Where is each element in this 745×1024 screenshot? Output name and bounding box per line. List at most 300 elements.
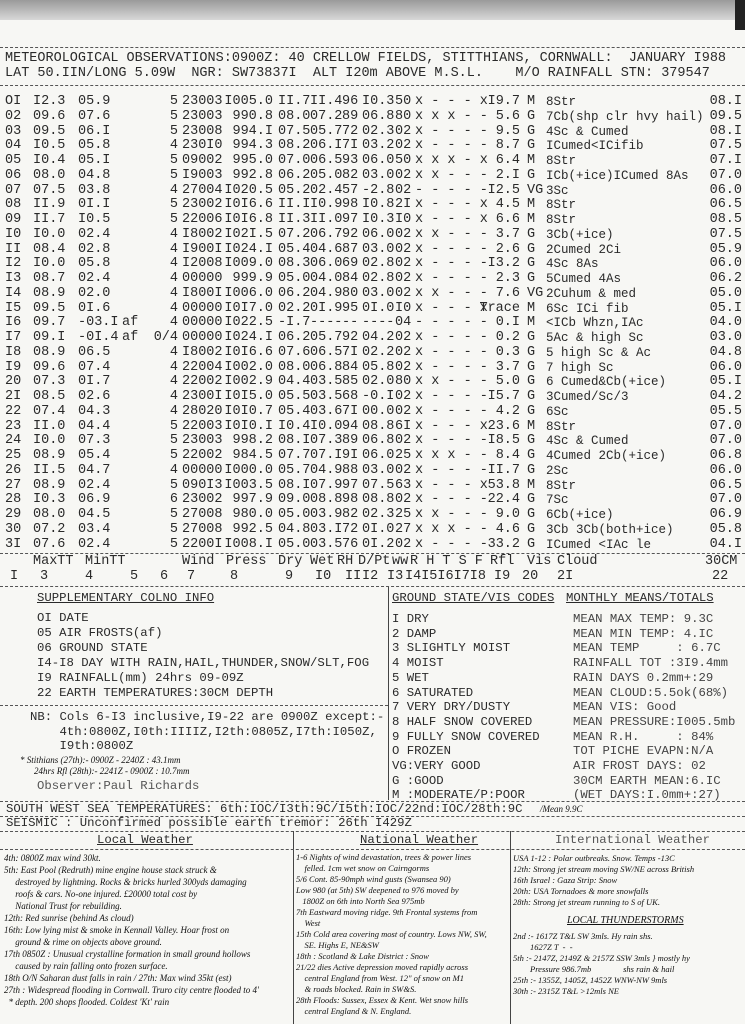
cell-min-temp: 02.6 [78, 389, 111, 404]
cell-cloud: 7Cb(shp clr hvy hail) [546, 109, 704, 124]
cell-max-temp: 07.4 [33, 403, 66, 419]
cell-wet-bulb: 05.7 [310, 123, 343, 139]
cell-wind: 27004 [182, 182, 223, 198]
thunderstorm-line: 30th :- 2315Z T&L >12mls NE [513, 986, 619, 996]
cell-min-temp: 0I.7 [78, 374, 111, 390]
cell-wind: 2200I [182, 536, 223, 552]
cell-dry-bulb: I0.4 [278, 418, 311, 434]
cell-rain-hail-thunder-snow-fog: x - - - - [415, 536, 488, 552]
cell-min-temp: 0I.I [78, 197, 111, 213]
divider [0, 586, 745, 587]
cell-rain-hail-thunder-snow-fog: x - - - - [415, 241, 488, 257]
column-number: 5 [130, 569, 139, 584]
cell-ground-state: 4 [169, 182, 178, 198]
cell-max-temp: II.0 [33, 418, 66, 434]
cell-visibility: G [527, 330, 536, 345]
cell-cloud: 8Str [546, 198, 577, 213]
cell-visibility: G [527, 226, 536, 242]
cell-wet-bulb: 05.0 [310, 167, 343, 183]
cell-rain-hail-thunder-snow-fog: x x - - - [415, 167, 488, 183]
table-row [0, 169, 745, 183]
cell-cloud: 8Str [546, 154, 577, 168]
cell-min-temp: -03.I [78, 315, 119, 331]
cell-earth-temp: 08.5 [709, 212, 742, 227]
cell-cloud: 3Cb 3Cb(both+ice) [546, 522, 674, 537]
cell-rh: 9I [342, 448, 359, 463]
table-row [0, 302, 745, 316]
cell-dew-point: 06.8 [362, 433, 395, 449]
column-number: 20 [522, 569, 539, 584]
means-title: MONTHLY MEANS/TOTALS [566, 591, 714, 605]
column-number: II [345, 569, 362, 584]
cell-ground-state: 5 [169, 167, 178, 183]
cell-wind: 00000 [182, 300, 223, 316]
cell-dew-point: 02.2 [362, 344, 395, 360]
cell-max-temp: II.9 [33, 197, 66, 213]
cell-wind: 2300I [182, 389, 223, 404]
cell-day: 28 [5, 492, 22, 508]
local-weather-line: * depth. 200 shops flooded. Coldest 'Kt' rain [4, 997, 170, 1007]
cell-dew-point: 03.0 [362, 462, 395, 478]
cell-visibility: G [527, 344, 536, 360]
supplementary-item: I4-I8 DAY WITH RAIN,HAIL,THUNDER,SNOW/SLT,FOG [37, 656, 370, 670]
cell-dew-point: 06.8 [362, 108, 395, 124]
cell-ww-code: I0 [395, 300, 412, 316]
table-row [0, 287, 745, 301]
cell-wet-bulb: 03.5 [310, 536, 343, 552]
cell-rh: 82 [342, 167, 359, 183]
column-label: Vis [527, 554, 552, 569]
table-row [0, 390, 745, 404]
table-row [0, 110, 745, 124]
cell-pressure: I005.0 [224, 94, 273, 109]
cell-min-temp: -0I.4 [78, 330, 119, 345]
cell-dew-point: 02.8 [362, 256, 395, 272]
column-label: Wet [310, 554, 335, 569]
national-weather-notes [296, 852, 507, 1017]
cell-max-temp: I0.3 [33, 492, 66, 508]
cell-earth-temp: 06.0 [709, 182, 742, 198]
cell-dry-bulb: 06.2 [278, 285, 311, 301]
cell-ww-code: 6I [395, 418, 412, 434]
supplementary-title: SUPPLEMENTARY COLNO INFO [37, 591, 215, 605]
cell-cloud: <ICb Whzn,IAc [546, 316, 644, 331]
code-item: 8 HALF SNOW COVERED [392, 714, 533, 729]
cell-wet-bulb: 04.6 [310, 241, 343, 257]
cell-pressure: I024.I [224, 241, 273, 257]
cell-max-temp: 09.I [33, 330, 66, 345]
cell-rain-hail-thunder-snow-fog: x - - - - [415, 433, 488, 449]
divider [0, 831, 745, 832]
column-number: 3 [40, 569, 49, 584]
cell-pressure: 994.3 [232, 138, 273, 154]
cell-max-temp: 07.2 [33, 521, 66, 537]
cell-rain-hail-thunder-snow-fog: x x x - - [415, 108, 488, 124]
international-weather-line: USA 1-12 : Polar outbreaks. Snow. Temps -13C [513, 853, 675, 863]
cell-rainfall: 23.6 [487, 418, 520, 434]
cell-ground-state: 5 [169, 108, 178, 124]
cell-max-temp: I0.0 [33, 433, 66, 449]
cell-ww-code: 02 [395, 359, 412, 375]
cell-ww-code: 02 [395, 256, 412, 272]
means-item: MEAN R.H. : 84% [573, 729, 714, 744]
local-weather-line: 16th: Low lying mist & smoke in Kennall Valley. Hoar frost on [4, 925, 230, 935]
cell-pressure: 994.I [232, 123, 273, 139]
code-item: 7 VERY DRY/DUSTY [392, 700, 511, 715]
cell-max-temp: 09.6 [33, 108, 66, 124]
cell-dry-bulb: 05.0 [278, 536, 311, 552]
cell-cloud: 6 Cumed&Cb(+ice) [546, 375, 667, 390]
cell-earth-temp: 04.2 [709, 389, 742, 404]
cell-rh: 97 [342, 212, 359, 227]
cell-earth-temp: 06.0 [709, 256, 742, 272]
international-weather-line: 28th: Strong jet stream running to S of UK. [513, 897, 660, 907]
cell-dew-point: 05.8 [362, 359, 395, 375]
cell-min-temp: 06.9 [78, 492, 111, 508]
header-title: METEOROLOGICAL OBSERVATIONS:0900Z: 40 CRELLOW FIELDS, STITTHIANS, CORNWALL: JANUARY I988 [5, 51, 727, 66]
table-row [0, 420, 745, 434]
cell-wet-bulb: 02.4 [310, 182, 343, 198]
national-weather-line: 1-6 Nights of wind devastation, trees & power lines [296, 852, 472, 862]
cell-ground-state: 4 [169, 241, 178, 257]
cell-visibility: M [527, 315, 536, 331]
cell-earth-temp: 07.0 [709, 492, 742, 508]
cell-dry-bulb: 08.0 [278, 359, 311, 375]
cell-day: I0 [5, 226, 22, 242]
cell-dry-bulb: 04.4 [278, 374, 311, 390]
cell-dew-point: 02.0 [362, 374, 395, 390]
cell-ww-code: 80 [395, 374, 412, 390]
table-row [0, 198, 745, 212]
cell-visibility: M [527, 94, 536, 109]
cell-max-temp: I2.3 [33, 94, 66, 109]
cell-rh: 93 [342, 153, 359, 168]
column-number: I9 [494, 569, 511, 584]
national-weather-line: & roads blocked. Rain in SW&S. [296, 984, 417, 994]
cell-wet-bulb: 04.0 [310, 271, 343, 286]
cell-rh: 57 [342, 182, 359, 198]
local-weather-line: ground & rime on objects above ground. [4, 937, 162, 947]
cell-earth-temp: 06.9 [709, 507, 742, 522]
column-label: MinTT [85, 554, 126, 569]
thunderstorm-line: 1627Z T - - [513, 942, 573, 952]
means-item: MEAN PRESSURE:I005.5mb [573, 714, 736, 729]
cell-earth-temp: 05.9 [709, 241, 742, 257]
cell-cloud: 5 high Sc & Ac [546, 345, 652, 360]
cell-ground-state: 5 [169, 212, 178, 227]
cell-cloud: ICumed<ICifib [546, 139, 644, 154]
cell-ground-state: 5 [169, 448, 178, 463]
cell-wet-bulb: 04.9 [310, 285, 343, 301]
means-item: RAIN DAYS 0.2mm+:29 [573, 670, 714, 685]
cell-rainfall: I5.7 [487, 389, 520, 404]
thunderstorms-title: LOCAL THUNDERSTORMS [567, 915, 684, 926]
international-weather-line: 16th Israel : Gaza Strip: Snow [513, 875, 618, 885]
cell-max-temp: 09.5 [33, 123, 66, 139]
cell-dry-bulb: 02.2 [278, 300, 311, 316]
local-weather-line: destroyed by lightning. Rocks & bricks hurled 300yds damaging [4, 877, 247, 887]
cell-rainfall: 3.7 [495, 226, 520, 242]
cell-wet-bulb: 07.3 [310, 433, 343, 449]
column-number: I2 [362, 569, 379, 584]
cell-rainfall: 7.6 [495, 285, 520, 301]
means-item: MEAN MAX TEMP: 9.3C [573, 612, 714, 626]
nb-line: NB: Cols 6-I3 inclusive,I9-22 are 0900Z except:- [30, 710, 385, 724]
cell-cloud: 3Cb(+ice) [546, 227, 614, 242]
code-item: 6 SATURATED [392, 685, 474, 700]
cell-visibility: G [527, 521, 536, 537]
code-item: O FROZEN [392, 744, 452, 759]
cell-ww-code: 02 [395, 344, 412, 360]
cell-earth-temp: 07.0 [709, 433, 742, 449]
cell-day: I3 [5, 271, 22, 286]
local-weather-line: 27th : Widespread flooding in Cornwall. Truro city centre flooded to 4' [4, 985, 259, 995]
cell-earth-temp: 05.5 [709, 403, 742, 419]
cell-ww-code: 02 [395, 462, 412, 478]
cell-dew-point: 00.0 [362, 403, 395, 419]
column-number: I4I5I6I7I8 [405, 569, 487, 584]
table-row [0, 493, 745, 507]
cell-ww-code: 02 [395, 536, 412, 552]
cell-rain-hail-thunder-snow-fog: x - - - - [415, 138, 488, 154]
cell-wet-bulb: 06.7 [310, 226, 343, 242]
cell-wind: 090I3 [182, 477, 223, 493]
cell-rain-hail-thunder-snow-fog: x x x - - [415, 448, 488, 463]
observer: Observer:Paul Richards [37, 779, 200, 793]
cell-ground-state: 5 [169, 197, 178, 213]
cell-rainfall: 9.0 [495, 507, 520, 522]
column-label: Wind [182, 554, 215, 569]
cell-pressure: I024.I [224, 330, 273, 345]
cell-rainfall: 4.5 [495, 197, 520, 213]
cell-pressure: I0I7.0 [224, 300, 273, 316]
cell-visibility: M [527, 477, 536, 493]
cell-visibility: G [527, 403, 536, 419]
cell-earth-temp: 09.5 [709, 108, 742, 124]
cell-rain-hail-thunder-snow-fog: x - - - x [415, 94, 488, 109]
cell-rh: 87 [342, 241, 359, 257]
cell-wind: 09002 [182, 153, 223, 168]
cell-ground-state: 5 [169, 433, 178, 449]
column-number: 7 [187, 569, 196, 584]
cell-cloud: 6Sc [546, 404, 569, 419]
cell-min-temp: 04.7 [78, 462, 111, 478]
cell-min-temp: 05.9 [78, 94, 111, 109]
national-weather-line: 15th Cold area covering most of country. Lows NW, SW, [296, 929, 487, 939]
divider [0, 849, 745, 850]
code-item: 2 DAMP [392, 626, 437, 641]
cell-ww-code: 02 [395, 271, 412, 286]
cell-rain-hail-thunder-snow-fog: - - - - - [415, 182, 488, 198]
cell-dew-point: I0.8 [362, 197, 395, 213]
cell-day: 05 [5, 153, 22, 168]
cell-dew-point: 04.2 [362, 330, 395, 345]
column-label: Cloud [557, 554, 598, 569]
national-weather-line: 1800Z on 6th into North Sea 975mb [296, 896, 425, 906]
cell-earth-temp: 04.0 [709, 315, 742, 331]
cell-pressure: I008.I [224, 536, 273, 552]
cell-dew-point: 02.3 [362, 507, 395, 522]
local-weather-line: 18th O/N Saharan dust falls in rain / 27th: Max wind 35kt (est) [4, 973, 232, 983]
cell-earth-temp: 07.0 [709, 167, 742, 183]
cell-wind: 00000 [182, 315, 223, 331]
cell-day: 04 [5, 138, 22, 154]
cell-rainfall: 6.6 [495, 212, 520, 227]
cell-ww-code: 02 [395, 241, 412, 257]
cell-visibility: M [527, 212, 536, 227]
cell-earth-temp: 06.2 [709, 271, 742, 286]
local-weather-line: caused by rain falling onto frozen surface. [4, 961, 168, 971]
cell-rain-hail-thunder-snow-fog: x - - - - [415, 256, 488, 272]
cell-rain-hail-thunder-snow-fog: x x - - - [415, 226, 488, 242]
cell-cloud: 7 high Sc [546, 360, 614, 375]
cell-dew-point: 06.0 [362, 448, 395, 463]
cell-rainfall: I3.2 [487, 256, 520, 272]
cell-dry-bulb: -I.7 [278, 315, 311, 331]
national-weather-line: felled. 1cm wet snow on Cairngorms [296, 863, 430, 873]
cell-day: 3I [5, 536, 22, 552]
cell-day: 24 [5, 433, 22, 449]
code-item: VG:VERY GOOD [392, 759, 481, 773]
table-row [0, 125, 745, 139]
cell-pressure: I0I6.6 [224, 197, 273, 213]
cell-air-frost: af [122, 330, 139, 345]
cell-rainfall: 8.7 [495, 138, 520, 154]
cell-ground-state: 4 [169, 374, 178, 390]
cell-dry-bulb: 07.7 [278, 448, 311, 463]
cell-earth-temp: 05.0 [709, 285, 742, 301]
cell-wet-bulb: 08.8 [310, 492, 343, 508]
cell-ground-state: 4 [169, 285, 178, 301]
thunderstorm-line: Pressure 986.7mb shs rain & hail [513, 964, 675, 974]
table-row [0, 95, 745, 109]
cell-wind: 22002 [182, 374, 223, 390]
cell-earth-temp: 05.I [709, 374, 742, 390]
means-item: MEAN TEMP : 6.7C [573, 641, 721, 656]
cell-rh: 72 [342, 123, 359, 139]
cell-pressure: 995.0 [232, 153, 273, 168]
cell-wind: 23002 [182, 197, 223, 213]
cell-max-temp: 09.5 [33, 300, 66, 316]
cell-rh: 82 [342, 507, 359, 522]
cell-visibility: G [527, 123, 536, 139]
cell-rain-hail-thunder-snow-fog: x - - - x [415, 418, 488, 434]
column-label: MaxTT [33, 554, 74, 569]
table-row [0, 154, 745, 168]
cell-pressure: I0I6.8 [224, 212, 273, 227]
table-row [0, 213, 745, 227]
cell-ground-state: 4 [169, 403, 178, 419]
cell-wet-bulb: 03.9 [310, 507, 343, 522]
national-weather-line: SE. Highs E, NE&SW [296, 940, 379, 950]
cell-dry-bulb: 05.4 [278, 403, 311, 419]
cell-max-temp: 07.6 [33, 536, 66, 552]
cell-dew-point: 03.0 [362, 167, 395, 183]
table-row [0, 184, 745, 198]
cell-ground-state: 4 [169, 359, 178, 375]
column-label: Rfl [490, 554, 515, 569]
cell-rainfall: 53.8 [487, 477, 520, 493]
column-label: Press [226, 554, 267, 569]
code-item: 5 WET [392, 670, 429, 685]
cell-wind: I900I [182, 241, 223, 257]
cell-dry-bulb: 09.0 [278, 492, 311, 508]
cell-ground-state: 6 [169, 492, 178, 508]
code-item: 4 MOIST [392, 656, 444, 671]
cell-rain-hail-thunder-snow-fog: x x - - - [415, 285, 488, 301]
cell-day: I9 [5, 359, 22, 375]
cell-ww-code: 02 [395, 138, 412, 154]
cell-min-temp: 02.4 [78, 536, 111, 552]
cell-air-frost: af [122, 315, 139, 331]
cell-rainfall: I2.5 [487, 182, 520, 198]
supplementary-item: 05 AIR FROSTS(af) [37, 626, 163, 640]
thunderstorm-line: 25th :- 1355Z, 1405Z, 1452Z WNW-NW 9mls [513, 975, 668, 985]
cell-day: 02 [5, 108, 22, 124]
cell-visibility: G [527, 507, 536, 522]
cell-ground-state: 5 [169, 418, 178, 434]
international-weather-line: 20th: USA Tornadoes & more snowfalls [513, 886, 649, 896]
national-weather-line: 21/22 dies Active depression moved rapidly across [296, 962, 469, 972]
cell-min-temp: 04.5 [78, 507, 111, 522]
means-item: RAINFALL TOT :3I9.4mm [573, 656, 728, 671]
cell-rainfall: 5.6 [495, 108, 520, 124]
cell-min-temp: 05.I [78, 153, 111, 168]
cell-pressure: I0I0.7 [224, 403, 273, 419]
cell-dry-bulb: 07.2 [278, 226, 311, 242]
cell-dew-point: 02.8 [362, 271, 395, 286]
cell-visibility: VG [527, 285, 544, 301]
cell-dry-bulb: 07.0 [278, 153, 311, 168]
cell-visibility: G [527, 433, 536, 449]
national-weather-line: 5/6 Cont. 85-90mph wind gusts (Swansea 90) [296, 874, 451, 884]
cell-rainfall: 5.0 [495, 374, 520, 390]
cell-rh: 72 [342, 521, 359, 537]
cell-pressure: I0I5.0 [224, 389, 273, 404]
cell-visibility: G [527, 536, 536, 552]
cell-rh: 68 [342, 389, 359, 404]
cell-rain-hail-thunder-snow-fog: x x - - - [415, 507, 488, 522]
cell-wet-bulb: 03.5 [310, 389, 343, 404]
cell-earth-temp: 04.I [709, 536, 742, 552]
table-row [0, 272, 745, 286]
cell-dry-bulb: 07.6 [278, 344, 311, 360]
cell-ww-code: 02 [395, 433, 412, 449]
cell-min-temp: 02.0 [78, 285, 111, 301]
cell-ground-state: 4 [169, 226, 178, 242]
cell-wind: 230I0 [182, 138, 223, 154]
cell-rh: 95 [342, 300, 359, 316]
cell-wind: 22002 [182, 448, 223, 463]
cell-dry-bulb: 05.5 [278, 389, 311, 404]
table-row [0, 257, 745, 271]
cell-ground-state: 5 [169, 477, 178, 493]
cell-cloud: 8Str [546, 419, 577, 434]
cell-earth-temp: 07.I [709, 153, 742, 168]
cell-ww-code: 02 [395, 123, 412, 139]
cell-cloud: 4Sc 8As [546, 257, 599, 272]
cell-wet-bulb: 05.7 [310, 330, 343, 345]
cell-rain-hail-thunder-snow-fog: x - - - x [415, 300, 488, 316]
cell-wind: I2008 [182, 256, 223, 272]
cell-cloud: 8Str [546, 213, 577, 227]
cell-wind: 00000 [182, 330, 223, 345]
local-weather-line: roofs & cars. No-one injured. £20000 total cost by [4, 889, 198, 899]
cell-rh: 84 [342, 271, 359, 286]
table-row [0, 243, 745, 257]
cell-rh: 80 [342, 285, 359, 301]
cell-dew-point: 08.8 [362, 418, 395, 434]
